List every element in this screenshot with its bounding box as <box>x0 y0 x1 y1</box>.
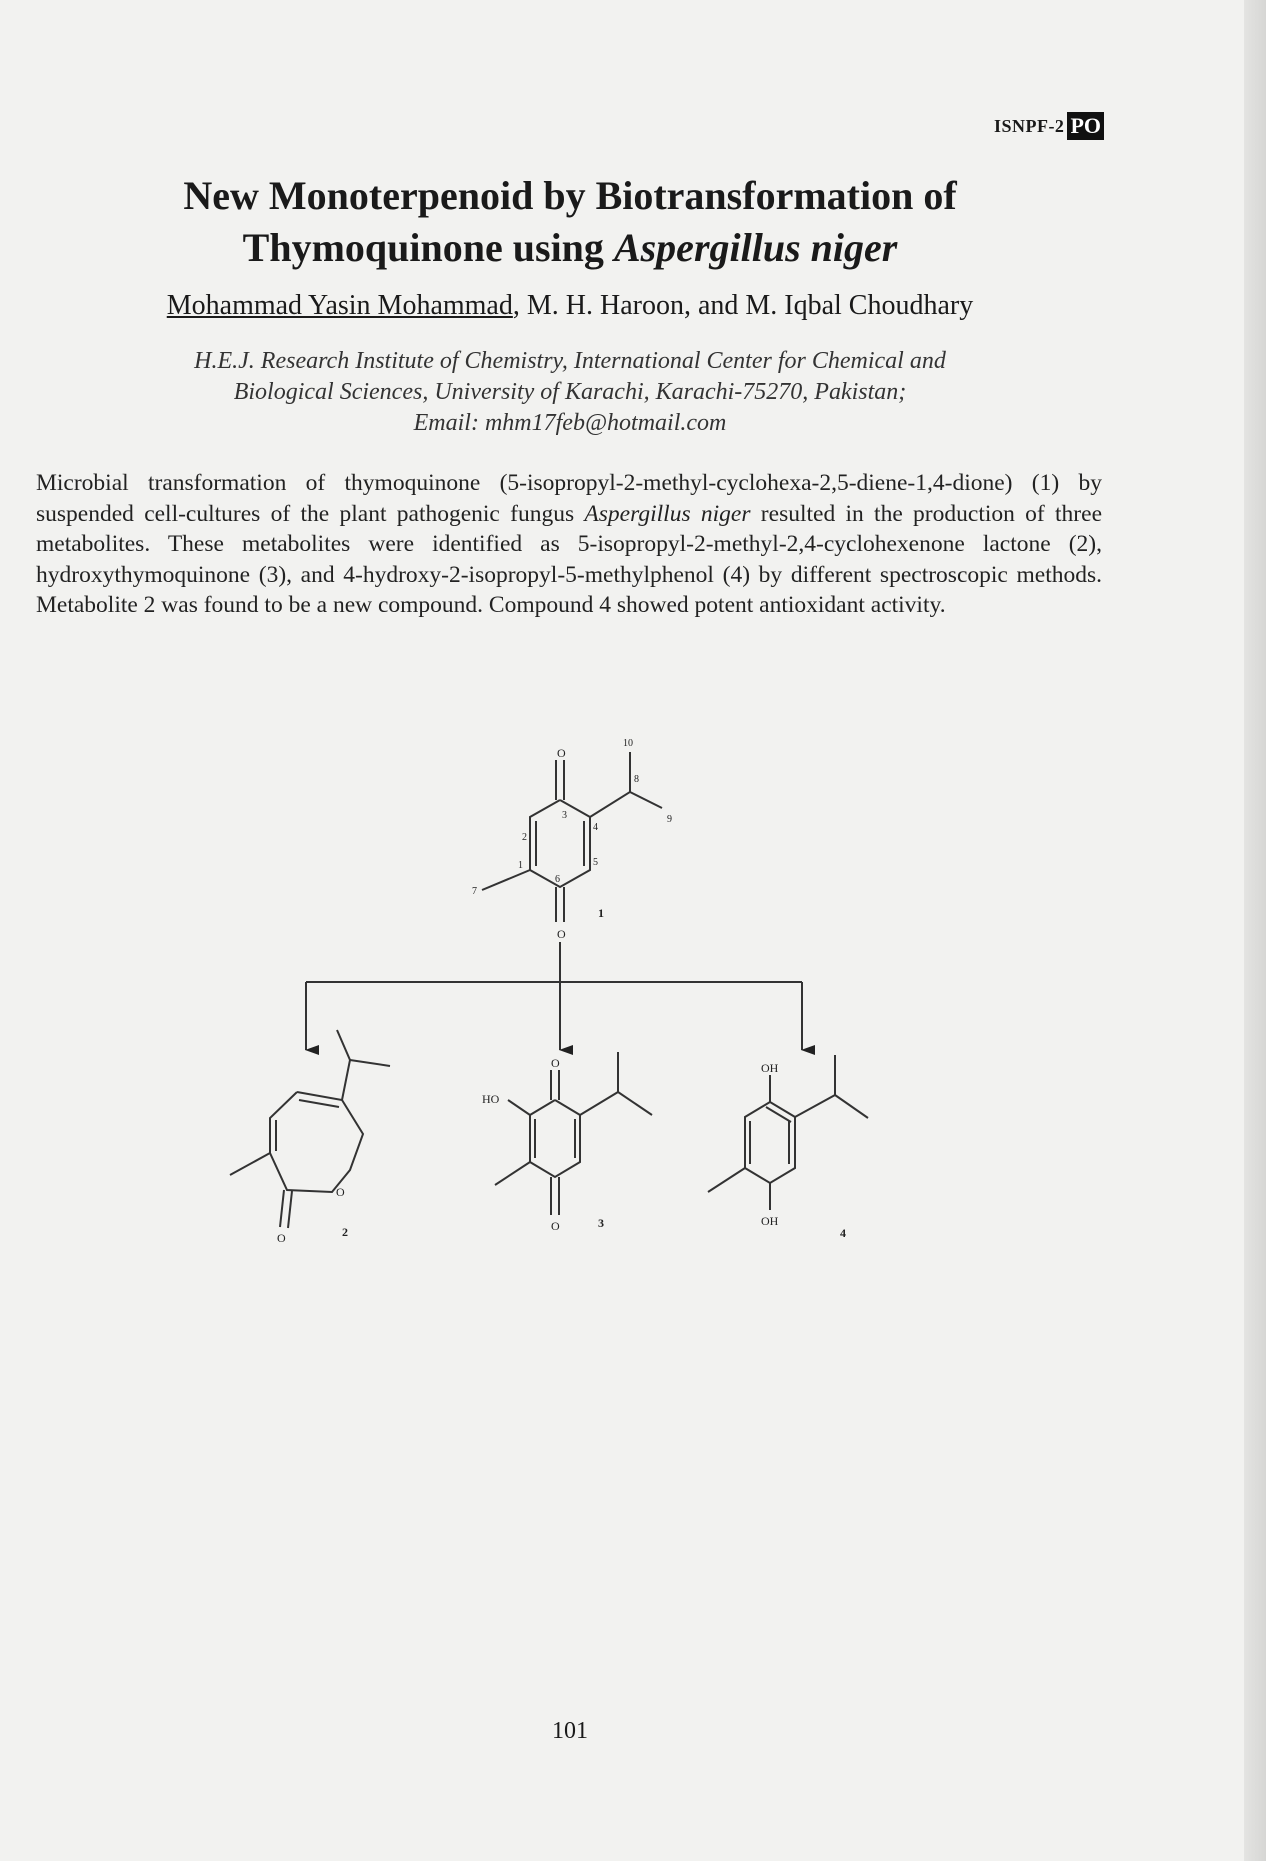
c1-atom-9: 9 <box>667 814 672 825</box>
compound-2-label: 2 <box>342 1225 348 1239</box>
c1-atom-6: 6 <box>555 874 560 885</box>
affiliation-line-2: Biological Sciences, University of Karachi, Karachi-75270, Pakistan; <box>233 379 907 405</box>
compound-2-structure <box>230 1030 390 1228</box>
reaction-arrows <box>306 942 802 1050</box>
co-authors: , M. H. Haroon, and M. Iqbal Choudhary <box>512 290 974 321</box>
compound-1-label: 1 <box>598 906 604 920</box>
c1-atom-1: 1 <box>518 860 523 871</box>
abstract-part-2: resulted in the production of three metabolites. These metabolites were identified as 5-isopropyl-2-methyl-2,4-cyclohexenone lactone (2), hydroxythymoquinone (3), and 4-hydroxy-2-isopropyl-5-methylphenol (4) by different spectroscopic methods. Metabolite 2 was found to be a new compound. Compound 4 showed potent antioxidant activity. <box>36 500 1102 618</box>
c1-atom-5: 5 <box>593 857 598 868</box>
c3-oxygen-bottom: O <box>551 1219 560 1233</box>
series-code: ISNPF-2 <box>993 115 1065 136</box>
c1-atom-4: 4 <box>593 822 598 833</box>
affiliation <box>0 346 1140 439</box>
c4-hydroxyl-top: OH <box>761 1061 779 1075</box>
c2-carbonyl-oxygen: O <box>277 1231 286 1245</box>
abstract-text <box>36 468 1102 621</box>
compound-4-label: 4 <box>840 1226 846 1240</box>
page-number: 101 <box>552 1718 588 1744</box>
c1-atom-7: 7 <box>472 886 477 897</box>
c1-oxygen-bottom: O <box>557 927 566 941</box>
title-organism: Aspergillus niger <box>613 225 898 270</box>
compound-3-structure <box>495 1052 652 1215</box>
c1-atom-8: 8 <box>634 774 639 785</box>
title-line-1: New Monoterpenoid by Biotransformation of <box>183 173 957 218</box>
affiliation-email: Email: mhm17feb@hotmail.com <box>413 410 727 436</box>
series-tag <box>994 112 1104 140</box>
compound-3-label: 3 <box>598 1216 604 1230</box>
compound-4-structure <box>708 1055 868 1210</box>
abstract-part-1: Microbial transformation of thymoquinone (5-isopropyl-2-methyl-cyclohexa-2,5-diene-1,4-dione) (1) by suspended cell-cultures of the plant pathogenic fungus <box>36 470 1102 527</box>
reaction-scheme <box>200 730 940 1280</box>
page-edge <box>1244 0 1266 1861</box>
title-line-2-text: Thymoquinone using <box>242 225 614 270</box>
author-list <box>0 290 1140 322</box>
c3-oxygen-top: O <box>551 1056 560 1070</box>
poster-badge: PO <box>1067 112 1104 140</box>
paper-title <box>0 170 1140 274</box>
c1-atom-3: 3 <box>562 810 567 821</box>
presenting-author: Mohammad Yasin Mohammad <box>166 290 513 321</box>
c1-oxygen-top: O <box>557 746 566 760</box>
title-line-2 <box>0 222 1140 274</box>
c1-atom-10: 10 <box>623 738 633 749</box>
c4-hydroxyl-bottom: OH <box>761 1214 779 1228</box>
c1-atom-2: 2 <box>522 832 527 843</box>
abstract-organism: Aspergillus niger <box>584 500 751 527</box>
c3-hydroxyl: HO <box>482 1092 500 1106</box>
affiliation-line-1: H.E.J. Research Institute of Chemistry, International Center for Chemical and <box>194 348 946 374</box>
c2-ring-oxygen: O <box>336 1185 345 1199</box>
